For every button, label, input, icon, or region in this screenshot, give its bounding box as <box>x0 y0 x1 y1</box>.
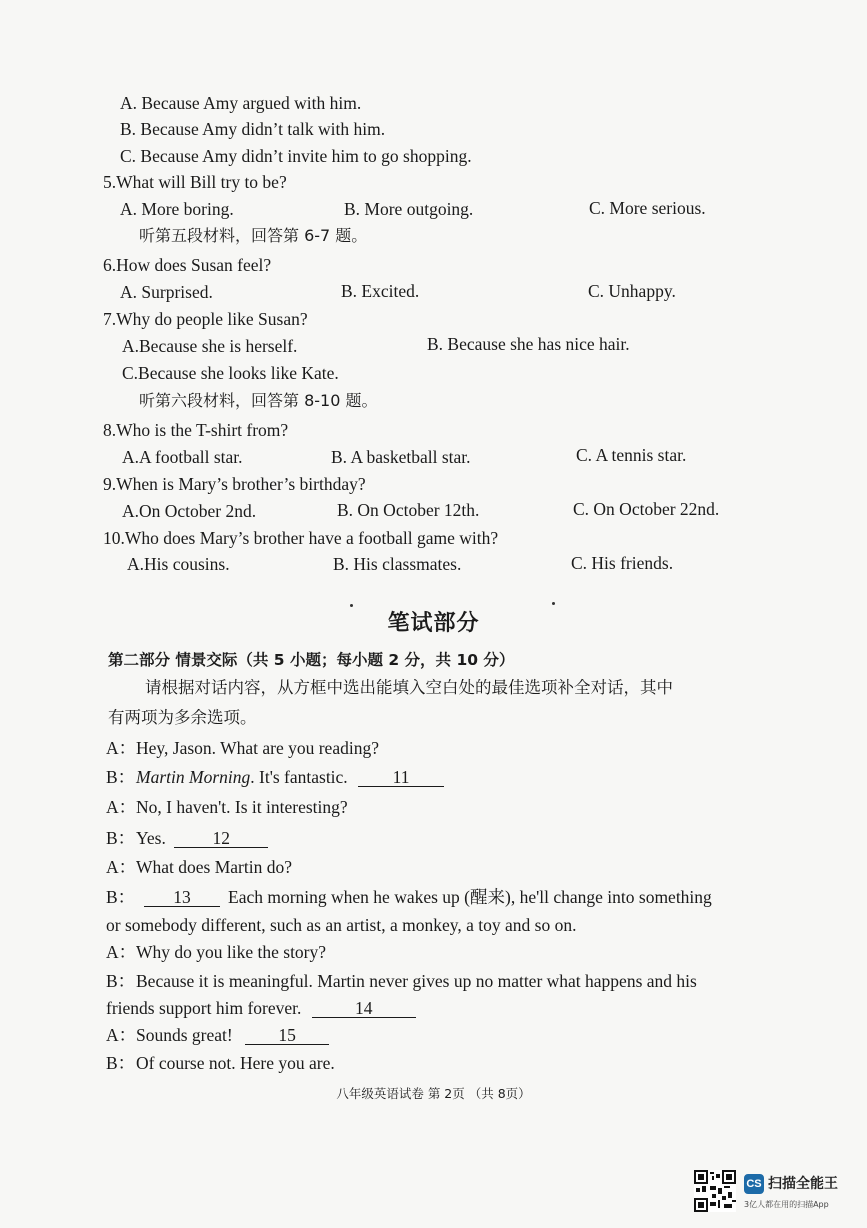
dialogue-line-4 <box>106 827 268 849</box>
q6-option-b: B. Excited. <box>341 281 420 301</box>
scan-speck <box>552 602 555 605</box>
speaker-label: A： <box>106 857 137 877</box>
speaker-label: A： <box>106 942 137 962</box>
q5-option-c: C. More serious. <box>589 198 706 218</box>
q9-option-a: A.On October 2nd. <box>122 501 257 521</box>
book-title: Martin Morning <box>136 767 251 787</box>
dialogue-line-8-cont <box>106 997 416 1019</box>
dialogue-line-2 <box>106 766 444 788</box>
q10-option-a: A.His cousins. <box>127 554 230 574</box>
dialogue-text: What does Martin do? <box>136 857 292 877</box>
q4-option-c: C. Because Amy didn’t invite him to go shopping. <box>120 146 472 166</box>
q6-option-c: C. Unhappy. <box>588 281 676 301</box>
q5-option-b: B. More outgoing. <box>344 199 474 219</box>
speaker-label: A： <box>106 738 137 758</box>
watermark-slogan: 3亿人都在用的扫描App <box>744 1200 829 1209</box>
scanner-watermark <box>694 1170 860 1216</box>
dialogue-text: Why do you like the story? <box>136 942 327 962</box>
q4-option-a: A. Because Amy argued with him. <box>120 93 362 113</box>
dialogue-text: . It's fantastic. <box>250 767 348 787</box>
q10-option-c: C. His friends. <box>571 553 674 573</box>
q5-question: 5.What will Bill try to be? <box>103 172 287 192</box>
q8-question: 8.Who is the T-shirt from? <box>103 420 289 440</box>
speaker-label: B： <box>106 1053 136 1073</box>
blank-15: 15 <box>245 1026 329 1045</box>
qr-code-icon <box>694 1170 736 1212</box>
written-section-title: 笔试部分 <box>387 611 480 636</box>
page-footer: 八年级英语试卷 第 2页 （共 8页） <box>336 1086 531 1101</box>
q10-option-b: B. His classmates. <box>333 554 462 574</box>
section5-instruction: 听第五段材料，回答第 6-7 题。 <box>139 226 368 245</box>
q8-option-a: A.A football star. <box>122 447 243 467</box>
dialogue-line-3 <box>106 796 348 818</box>
section6-instruction: 听第六段材料，回答第 8-10 题。 <box>139 391 378 410</box>
q7-option-c: C.Because she looks like Kate. <box>122 363 339 383</box>
speaker-label: B： <box>106 971 136 991</box>
part2-instruction-line1: 请根据对话内容，从方框中选出能填入空白处的最佳选项补全对话，其中 <box>145 678 673 697</box>
blank-13: 13 <box>144 888 220 907</box>
q10-question: 10.Who does Mary’s brother have a football game with? <box>103 528 499 548</box>
dialogue-text: Because it is meaningful. Martin never gives up no matter what happens and his <box>136 971 697 991</box>
dialogue-text: Yes. <box>136 828 166 848</box>
part2-instruction-line2: 有两项为多余选项。 <box>108 708 257 727</box>
part2-heading: 第二部分 情景交际（共 5 小题；每小题 2 分，共 10 分） <box>108 651 515 669</box>
q9-question: 9.When is Mary’s brother’s birthday? <box>103 474 366 494</box>
q9-option-c: C. On October 22nd. <box>573 499 720 519</box>
dialogue-line-8 <box>106 970 697 992</box>
dialogue-text: friends support him forever. <box>106 998 302 1018</box>
q5-option-a: A. More boring. <box>120 199 234 219</box>
speaker-label: B： <box>106 767 136 787</box>
dialogue-line-7 <box>106 941 326 963</box>
dialogue-line-6 <box>106 886 712 908</box>
q4-option-b: B. Because Amy didn’t talk with him. <box>120 119 386 139</box>
dialogue-text: No, I haven't. Is it interesting? <box>136 797 348 817</box>
speaker-label: B： <box>106 828 136 848</box>
dialogue-text: Hey, Jason. What are you reading? <box>136 738 379 758</box>
dialogue-line-9 <box>106 1024 329 1046</box>
speaker-label: A： <box>106 797 137 817</box>
speaker-label: A： <box>106 1025 137 1045</box>
q9-option-b: B. On October 12th. <box>337 500 480 520</box>
q8-option-c: C. A tennis star. <box>576 445 687 465</box>
q6-option-a: A. Surprised. <box>120 282 213 302</box>
blank-14: 14 <box>312 999 416 1018</box>
dialogue-line-5 <box>106 856 292 878</box>
q7-option-b: B. Because she has nice hair. <box>427 334 630 354</box>
q6-question: 6.How does Susan feel? <box>103 255 272 275</box>
dialogue-text: Of course not. Here you are. <box>136 1053 335 1073</box>
dialogue-line-6-cont: or somebody different, such as an artist, a monkey, a toy and so on. <box>106 915 577 935</box>
dialogue-line-10 <box>106 1052 335 1074</box>
blank-12: 12 <box>174 829 268 848</box>
q7-option-a: A.Because she is herself. <box>122 336 298 356</box>
q7-question: 7.Why do people like Susan? <box>103 309 308 329</box>
speaker-label: B： <box>106 887 136 907</box>
dialogue-text: Sounds great! <box>136 1025 233 1045</box>
q8-option-b: B. A basketball star. <box>331 447 471 467</box>
dialogue-text: Each morning when he wakes up (醒来), he'll change into something <box>228 887 712 907</box>
watermark-brand: 扫描全能王 <box>768 1176 838 1192</box>
blank-11: 11 <box>358 768 444 787</box>
dialogue-line-1 <box>106 737 379 759</box>
camscanner-logo-icon: CS <box>744 1174 764 1194</box>
